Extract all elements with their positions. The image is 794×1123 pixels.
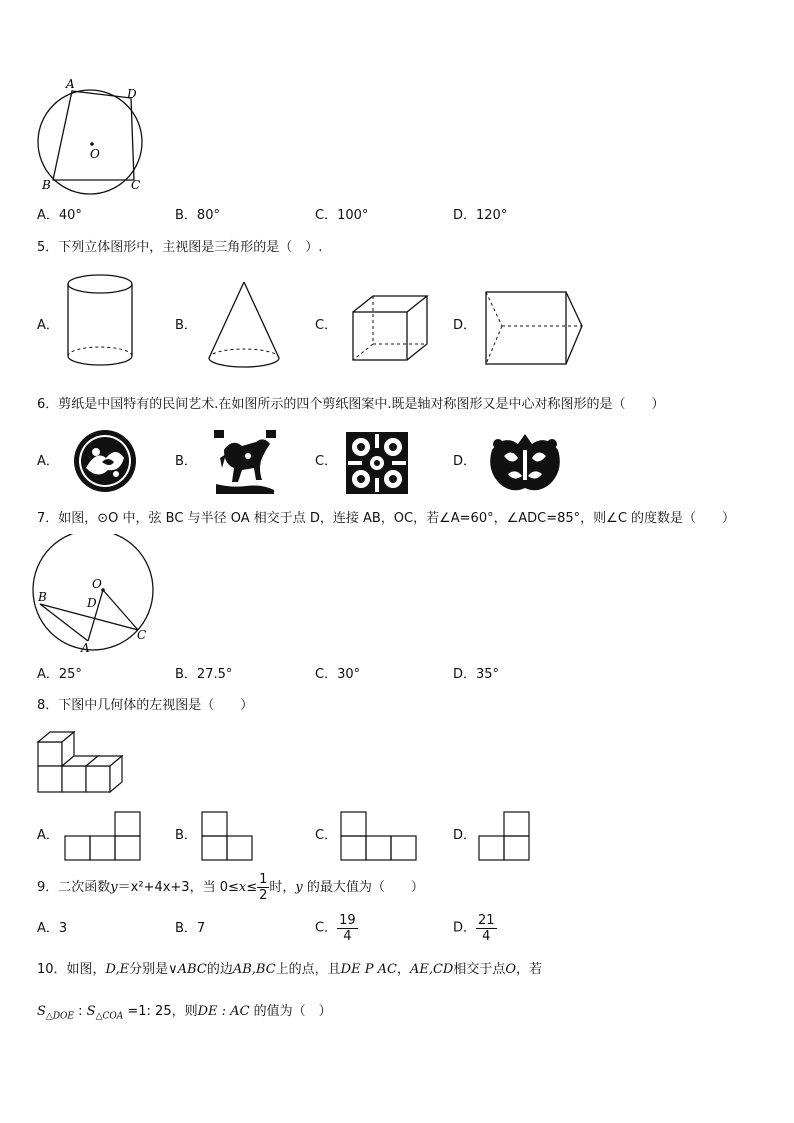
q6-papercut-b <box>212 428 278 496</box>
q10-lines: AE,CD <box>409 962 454 977</box>
q10-line2 <box>37 1004 332 1025</box>
q7-label-D: D <box>87 596 97 610</box>
q7-circle-figure <box>30 534 164 654</box>
q5-cube <box>349 292 431 364</box>
q10-t8: 的值为（ ） <box>249 1004 332 1019</box>
q10-area1: S <box>37 1004 46 1019</box>
q6-papercut-d <box>484 430 566 496</box>
q4-label-B: B <box>42 178 51 192</box>
q9-option-a-value: 3 <box>58 921 68 936</box>
q8-solid-figure <box>36 730 136 796</box>
q9-option-d-letter: D． <box>453 920 477 936</box>
q7-circle <box>33 534 153 650</box>
q9-option-c-letter: C． <box>315 920 338 936</box>
q9-option-c-num: 19 <box>339 913 356 928</box>
q10-t1: 分别是 <box>129 962 169 977</box>
q10-ratio-expr: DE : AC <box>197 1004 250 1019</box>
q9-option-c-fraction <box>337 913 358 944</box>
q8-view-d <box>478 810 534 862</box>
q8-option-a-label: A． <box>37 828 59 843</box>
q10-t7: ，则 <box>171 1004 198 1019</box>
q9-option-d-den: 4 <box>482 929 491 944</box>
q4-label-A: A <box>66 78 75 91</box>
q6-option-b-label: B． <box>175 454 197 469</box>
q7-segment-AB <box>40 604 88 641</box>
q5-cone <box>205 278 283 372</box>
q6-option-a-label: A． <box>37 454 59 469</box>
q9-frac-den: 2 <box>259 888 268 903</box>
q7-label-O: O <box>92 577 102 591</box>
q9-var-x: x <box>238 880 247 895</box>
q7-option-a: A．25° <box>37 667 82 682</box>
q4-option-d: D．120° <box>453 208 508 223</box>
q8-option-b-label: B． <box>175 828 197 843</box>
q10-colon: : <box>74 1004 87 1019</box>
q9-option-c <box>315 913 358 944</box>
q5-prism <box>482 288 586 368</box>
q4-option-a: A．40° <box>37 208 82 223</box>
q10-t6: ，若 <box>516 962 543 977</box>
q7-segment-OC <box>103 590 138 630</box>
q4-option-b: B．80° <box>175 208 220 223</box>
q6-papercut-c <box>344 430 410 496</box>
q5-option-b-label: B． <box>175 318 197 333</box>
q4-circle-figure <box>30 78 150 198</box>
q9-option-c-den: 4 <box>343 929 352 944</box>
q10-t2: 的边 <box>206 962 233 977</box>
q4-center-dot <box>90 142 94 146</box>
q8-option-c-label: C． <box>315 828 338 843</box>
q7-label-A: A <box>81 641 90 654</box>
q4-label-D: D <box>127 87 137 101</box>
q10-parallel: DE P AC <box>340 962 397 977</box>
q5-cylinder <box>64 272 136 368</box>
q9-func-y: y <box>110 880 118 895</box>
q9-option-d-num: 21 <box>478 913 495 928</box>
q5-option-d-label: D． <box>453 318 477 333</box>
q9-option-a <box>37 921 67 937</box>
q9-option-b <box>175 921 205 937</box>
q9-suffix: 的最大值为（ ） <box>302 880 424 895</box>
q10-sides: AB,BC <box>232 962 276 977</box>
q7-option-c: C．30° <box>315 667 361 682</box>
q10-pts-de: D,E <box>105 962 130 977</box>
q9-stem <box>37 872 424 903</box>
q6-option-c-label: C． <box>315 454 338 469</box>
q8-option-d-label: D． <box>453 828 477 843</box>
q10-pt-o: O <box>505 962 517 977</box>
q8-stem: 8．下图中几何体的左视图是（ ） <box>37 698 254 713</box>
q9-stem-prefix: 9．二次函数 <box>37 880 111 895</box>
q6-papercut-a <box>72 428 138 494</box>
q4-label-O: O <box>90 147 100 161</box>
q9-mid2: ≤ <box>246 880 258 895</box>
q4-option-c: C．100° <box>315 208 369 223</box>
q6-option-d-label: D． <box>453 454 477 469</box>
q10-t4: ， <box>396 962 410 977</box>
q9-option-d <box>453 913 497 944</box>
q5-option-a-label: A． <box>37 318 59 333</box>
q6-stem: 6．剪纸是中国特有的民间艺术.在如图所示的四个剪纸图案中.既是轴对称图形又是中心对称图形的是（ ） <box>37 397 665 412</box>
q9-mid1: ，当 0≤ <box>189 880 239 895</box>
q4-label-C: C <box>131 178 141 192</box>
q7-option-d: D．35° <box>453 667 500 682</box>
q9-option-b-value: 7 <box>196 921 206 936</box>
q7-label-B: B <box>38 590 47 604</box>
q9-frac-num: 1 <box>259 872 268 887</box>
q9-func-eq: ＝x²+4x+3 <box>117 880 190 895</box>
q9-option-b-letter: B． <box>175 921 197 936</box>
q10-ratio: =1: 25 <box>123 1004 172 1019</box>
q9-var-y: y <box>295 880 303 895</box>
q10-t5: 相交于点 <box>453 962 506 977</box>
q5-stem: 5．下列立体图形中，主视图是三角形的是（ ）. <box>37 240 323 255</box>
q10-area2: S <box>86 1004 96 1019</box>
q10-area2-sub: △COA <box>95 1011 124 1022</box>
q10-prefix: 10．如图， <box>37 962 106 977</box>
q9-option-d-fraction <box>476 913 497 944</box>
q4-quadrilateral <box>53 91 134 180</box>
q7-option-b: B．27.5° <box>175 667 233 682</box>
q8-view-c <box>340 810 420 862</box>
q7-stem: 7．如图，⊙O 中，弦 BC 与半径 OA 相交于点 D，连接 AB，OC，若∠A=60°，∠ADC=85°，则∠C 的度数是（ ） <box>37 511 736 526</box>
q10-area1-sub: △DOE <box>45 1011 74 1022</box>
q9-fraction <box>257 872 269 903</box>
q10-t3: 上的点，且 <box>275 962 341 977</box>
q8-view-b <box>201 810 257 862</box>
q9-mid3: 时， <box>269 880 296 895</box>
q8-view-a <box>64 810 144 862</box>
q10-line1 <box>37 962 542 978</box>
q10-triangle: ∨ABC <box>168 962 207 977</box>
q7-label-C: C <box>137 628 147 642</box>
q9-option-a-letter: A． <box>37 921 59 936</box>
q5-option-c-label: C． <box>315 318 338 333</box>
